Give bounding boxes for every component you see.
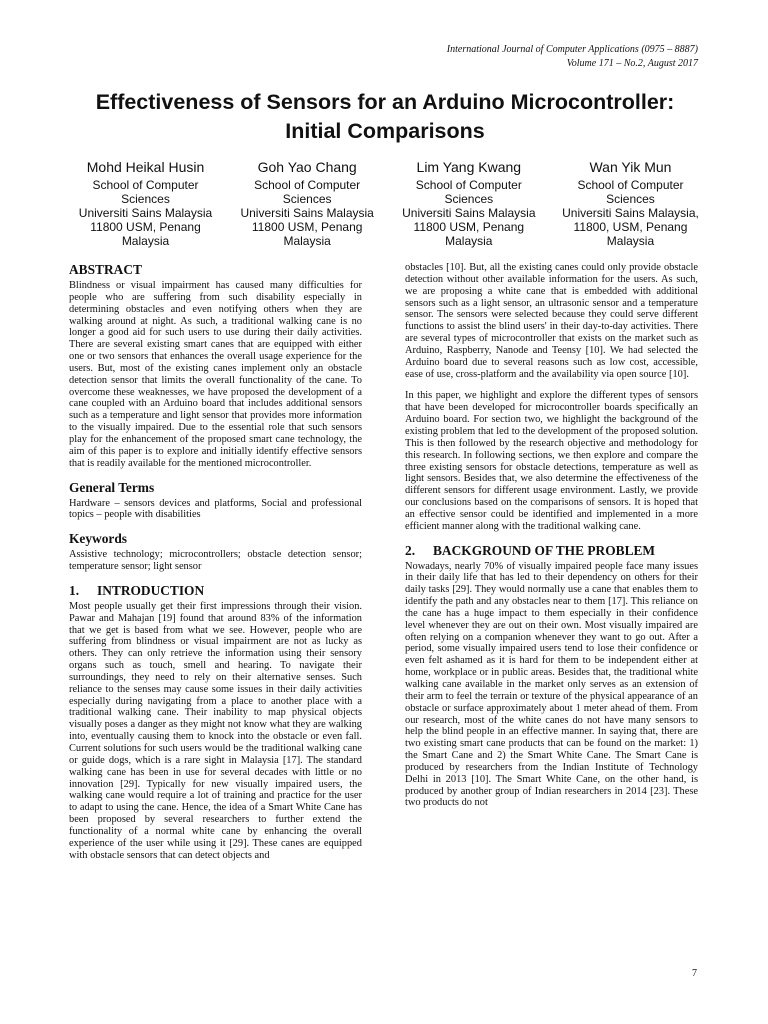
author-affiliation-line: Malaysia [445,234,493,248]
left-column [69,262,362,871]
author-affiliation-line: 11800 USM, Penang [413,220,525,234]
author-affiliation-line: Sciences [606,192,655,206]
paper-title [40,88,730,146]
author-affiliation-line: Sciences [444,192,494,206]
author-affiliation-line: Malaysia [606,234,655,248]
author-name: Mohd Heikal Husin [86,159,205,175]
title-line-2: Initial Comparisons [285,119,485,143]
section-number: 1. [69,582,80,598]
author-affiliation-line: School of Computer [415,178,522,192]
introduction-heading [69,583,362,599]
introduction-paragraph-2: In this paper, we highlight and explore the different types of sensors that have been developed for microcontroller boards specifically an Arduino board. For section two, we highlight the background of the existing problem that led to the development of the proposed solution. This is then followed by the research objective and methodology for this research. In following sections, we then explore and compare the three existing sensors for obstacle detections, temperature as well as light sensors. Besides that, we also determine the effectiveness of the different sensors for different usage environment. Lastly, we provide our conclusions based on the comparisons of sensors. It is hoped that an effective sensor could be identified and implemented in a more efficient manner along with the traditional walking cane. [405,390,698,532]
author-affiliation-line: Universiti Sains Malaysia [402,206,536,220]
author-affiliation-line: Universiti Sains Malaysia [240,206,374,220]
author-affiliation-line: Sciences [121,192,170,206]
author-name: Lim Yang Kwang [416,159,522,175]
page-number: 7 [692,968,697,979]
author-affiliation-line: Universiti Sains Malaysia [78,206,213,220]
abstract-text: Blindness or visual impairment has caused many difficulties for people who are suffering from such disability especially in determining obstacles and even notifying others when they are walking around at night. As such, a traditional walking cane is no longer a good aid for such users to use during their daily activities. There are several existing smart canes that are equipped with either one or two sensors that enhances the overall usage experience for the users. But, most of the existing canes implement only an obstacle detection sensor that limits the overall functionality of the cane. To overcome these weaknesses, we have proposed the development of a cane coupled with an Arduino board that includes additional sensors such as a temperature and light sensor that provides more information to the visually impaired. Due to the essential role that such sensors play for the enhancement of the proposed smart cane technology, the aim of this paper is to explore and initially identify effective sensors that is readily available for the mentioned microcontroller. [69,280,362,469]
general-terms-text: Hardware – sensors devices and platforms, Social and professional topics – people with disabilities [69,497,362,521]
keywords-heading: Keywords [69,531,128,547]
author-4 [553,158,708,248]
author-affiliation-line: School of Computer [577,178,684,192]
author-name: Goh Yao Chang [257,159,357,175]
author-affiliation-line: 11800, USM, Penang [573,220,688,234]
right-column [405,262,698,819]
journal-volume: Volume 171 – No.2, August 2017 [566,58,698,69]
author-affiliation-line: Malaysia [121,234,170,248]
introduction-text: Most people usually get their first impressions through their vision. Pawar and Mahajan [19] found that around 83% of the information that we get is based from what we see. However, people who are suffering from blindness or visual impairment are not as lucky as others. They can only retrieve the information using their sensory organs such as touch, smell and hearing. To navigate their surroundings, they need to rely on their alternative senses. Such reliance to the senses may cause some issues in their daily activities especially during navigating from a place to another place with a traditional walking cane. Their inability to map physical objects visually poses a danger as they might not know what they are walking into, eventually causing them to knock into the obstacle or even fall. Current solutions for such users would be the traditional walking cane or guide dogs, which is a rare sight in Malaysia [17]. The standard walking cane has been in use for several decades with little or no innovation [29]. Typically for new visually impaired users, the walking cane would require a lot of training and practice for the user to adapt to using the cane. Hence, the idea of a Smart White Cane has been proposed by several researchers to further extend the functionality of a normal white cane by enhancing the overall experience of the user while using it [29]. These canes are equipped with obstacle sensors that can detect objects and [69,600,362,861]
journal-name: International Journal of Computer Applications (0975 – 8887) [446,44,698,55]
author-affiliation-line: School of Computer [92,178,199,192]
general-terms-heading: General Terms [69,479,155,495]
introduction-continued-text: obstacles [10]. But, all the existing canes could only provide obstacle detection without other available information for the users. As such, we are proposing a white cane that is embedded with additional sensors such as a light sensor, an ultrasonic sensor and a temperature sensor. The sensors were selected because they could serve different functions to assist the blind users' in their day-to-day activities. There are several types of microcontroller that exists on the market such as Arduino, Raspberry, Nanode and Teensy [10]. We had selected the Arduino board due to several reasons such as low cost, accessible, ease of use, cross-platform and the availability via open source [10]. [405,262,698,380]
author-affiliation-line: Malaysia [283,234,331,248]
author-affiliation-line: School of Computer [254,178,361,192]
author-2 [230,158,385,248]
author-1 [68,158,223,248]
background-heading [405,543,698,559]
abstract-heading: ABSTRACT [69,262,142,277]
title-line-1: Effectiveness of Sensors for an Arduino Microcontroller: [95,90,675,114]
background-text: Nowadays, nearly 70% of visually impaired people face many issues in their daily life that has led to their dependency on others for their daily tasks [29]. They would normally use a cane that enables them to identify the path and any obstacles near to them [17]. This reliance on the cane has a huge impact to them especially in their confidence level whenever they are out on their own. Most visually impaired are often relying on a companion whenever they want to go out. After a period, some visually impaired users tend to lose their confidence or even felt ashamed as it is hard for them to be independent either at home, workplace or in public areas. Besides that, the traditional white walking cane available in the market only serves as an extension of their arm to feel the terrain or texture of the physical appearance of an obstacle or surface approximately about 1 meter ahead of them. From our research, most of the white canes do not have many sensors to help the blind people in an effective manner. In saying that, there are two existing smart cane products that can be found on the market: 1) the Smart Cane and 2) the Smart White Cane. The Smart Cane is produced by researchers from the Indian Institute of Technology Delhi in 2013 [10]. The Smart White Cane, on the other hand, is produced by another group of Indian researchers in 2014 [23]. These two products do not [405,560,698,809]
keywords-text: Assistive technology; microcontrollers; obstacle detection sensor; temperature sensor; light sensor [69,549,362,573]
journal-header [447,43,698,71]
author-3 [391,158,546,248]
author-affiliation-line: Universiti Sains Malaysia, [562,206,699,220]
author-affiliation-line: Sciences [282,192,332,206]
author-block [68,158,708,248]
section-title: BACKGROUND OF THE PROBLEM [433,542,656,558]
author-affiliation-line: 11800 USM, Penang [251,220,363,234]
author-name: Wan Yik Mun [589,159,672,175]
section-title: INTRODUCTION [97,582,205,598]
author-affiliation-line: 11800 USM, Penang [90,220,201,234]
section-number: 2. [405,542,416,558]
